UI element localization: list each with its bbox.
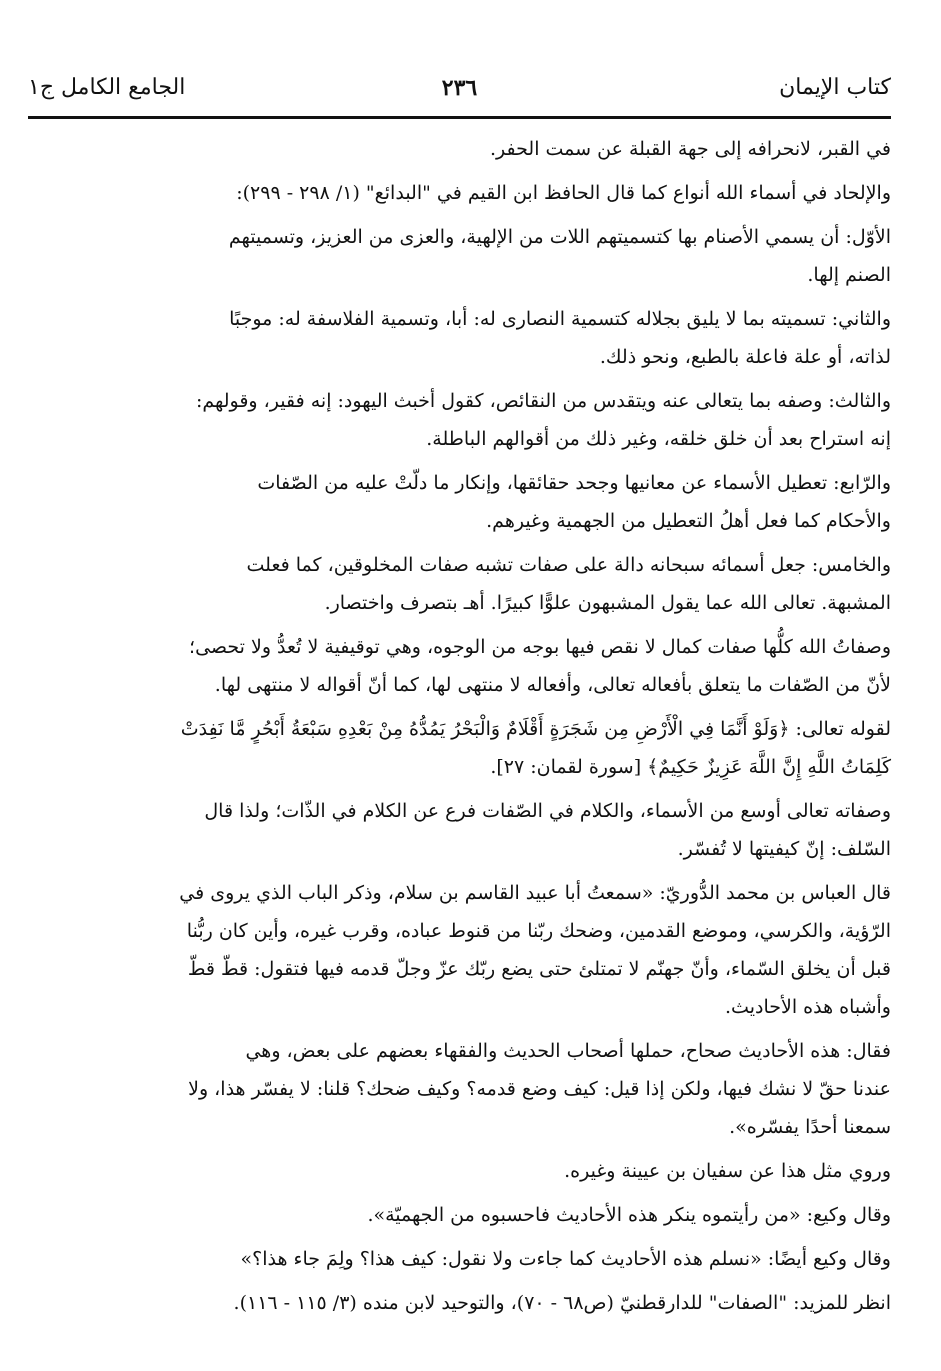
- paragraph: وصفاته تعالى أوسع من الأسماء، والكلام في الصّفات فرع عن الكلام في الذّات؛ ولذا قال السّلف: إنّ كيفيتها لا تُفسّر.: [204, 800, 891, 860]
- paragraph: الأوّل: أن يسمي الأصنام بها كتسميتهم اللات من الإلهية، والعزى من العزيز، وتسميتهم الصنم إلها.: [228, 226, 891, 286]
- paragraph: وقال وكيع أيضًا: «نسلم هذه الأحاديث كما جاءت ولا نقول: كيف هذا؟ ولِمَ جاء هذا؟»: [240, 1248, 891, 1270]
- paragraph: فقال: هذه الأحاديث صحاح، حملها أصحاب الحديث والفقهاء بعضهم على بعض، وهي عندنا حقّ لا نشك فيها، ولكن إذا قيل: كيف وضع قدمه؟ وكيف ضحك؟ قلنا: لا يفسّر هذا، ولا سمعنا أحدًا يفسّره».: [188, 1040, 891, 1138]
- quran-verse-paragraph: لقوله تعالى: ﴿وَلَوْ أَنَّمَا فِي الْأَرْضِ مِن شَجَرَةٍ أَقْلَامٌ وَالْبَحْرُ يَمُدُّهُ مِنْ بَعْدِهِ سَبْعَةُ أَبْحُرٍ مَّا نَفِدَتْ كَلِمَاتُ اللَّهِ إِنَّ اللَّهَ عَزِيزٌ حَكِيمٌ﴾ [سورة لقمان: ٢٧].: [180, 718, 891, 778]
- paragraph: وروي مثل هذا عن سفيان بن عيينة وغيره.: [564, 1160, 891, 1182]
- header-rule: [28, 116, 891, 119]
- volume-label: الجامع الكامل ج١: [28, 75, 186, 100]
- paragraph: والثاني: تسميته بما لا يليق بجلاله كتسمية النصارى له: أبا، وتسمية الفلاسفة له: موجبًا لذاته، أو علة فاعلة بالطبع، ونحو ذلك.: [229, 308, 891, 368]
- paragraph: والخامس: جعل أسمائه سبحانه دالة على صفات تشبه صفات المخلوقين، كما فعلت المشبهة. تعالى الله عما يقول المشبهون علوًّا كبيرًا. أهـ بتصرف واختصار.: [246, 554, 891, 614]
- reference-paragraph: انظر للمزيد: "الصفات" للدارقطنيّ (ص٦٨ - ٧٠)، والتوحيد لابن منده (٣/ ١١٥ - ١١٦).: [233, 1292, 891, 1314]
- paragraph: قال العباس بن محمد الدُّوريّ: «سمعتُ أبا عبيد القاسم بن سلام، وذكر الباب الذي يروى في الرّؤية، والكرسي، وموضع القدمين، وضحك ربّنا من قنوط عباده، وقرب غيره، وأين كان ربُّنا قبل أن يخلق السّماء، وأنّ جهنّم لا تمتلئ حتى يضع ربّك عزّ وجلّ قدمه فيها فتقول: قطّ قطّ وأشباه هذه الأحاديث.: [179, 882, 891, 1018]
- paragraph: وقال وكيع: «من رأيتموه ينكر هذه الأحاديث فاحسبوه من الجهميّة».: [367, 1204, 891, 1226]
- page-header: [28, 66, 891, 110]
- paragraph: والرّابع: تعطيل الأسماء عن معانيها وجحد حقائقها، وإنكار ما دلّتْ عليه من الصّفات والأحكام كما فعل أهلُ التعطيل من الجهمية وغيرهم.: [257, 472, 891, 532]
- paragraph: وصفاتُ الله كلُّها صفات كمال لا نقص فيها بوجه من الوجوه، وهي توقيفية لا تُعدُّ ولا تحصى؛ لأنّ من الصّفات ما يتعلق بأفعاله تعالى، وأفعاله لا منتهى لها، كما أنّ أقواله لا منتهى لها.: [189, 636, 891, 696]
- paragraph: والإلحاد في أسماء الله أنواع كما قال الحافظ ابن القيم في "البدائع" (١/ ٢٩٨ - ٢٩٩):: [236, 182, 891, 204]
- page-body: [28, 130, 891, 1328]
- paragraph: والثالث: وصفه بما يتعالى عنه ويتقدس من النقائص، كقول أخبث اليهود: إنه فقير، وقولهم: إنه استراح بعد أن خلق خلقه، وغير ذلك من أقوالهم الباطلة.: [195, 390, 891, 450]
- page-number: ٢٣٦: [441, 75, 478, 101]
- paragraph: في القبر، لانحرافه إلى جهة القبلة عن سمت الحفر.: [490, 138, 891, 160]
- book-title: كتاب الإيمان: [779, 75, 891, 100]
